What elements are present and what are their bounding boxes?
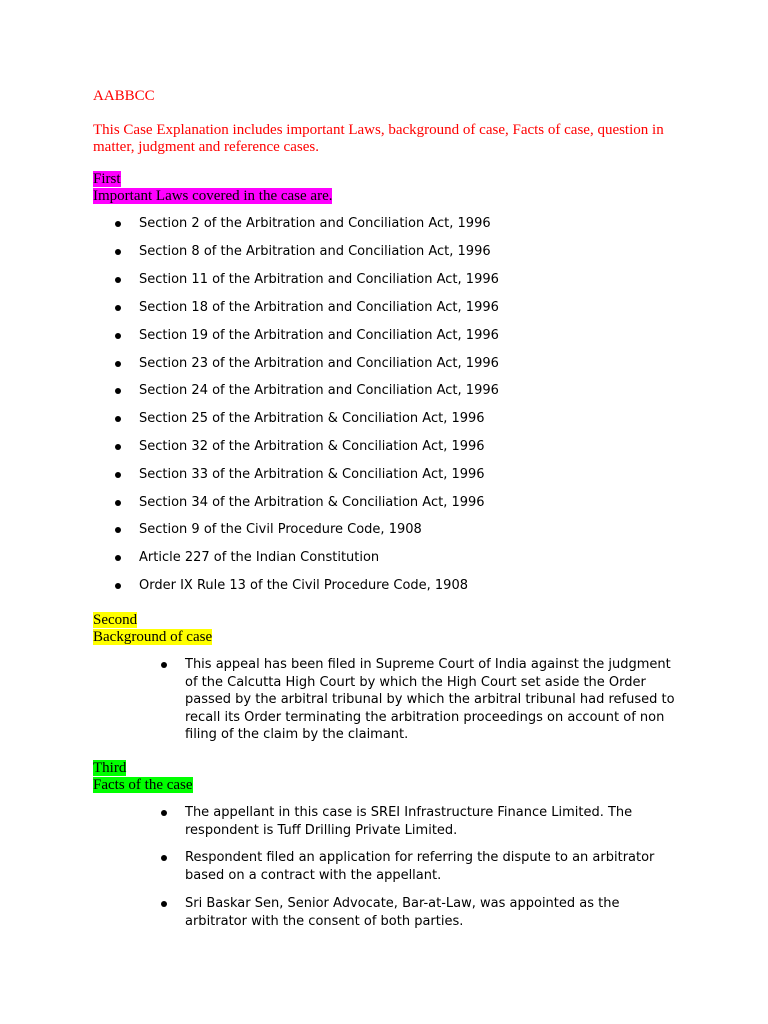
bullet-icon — [115, 305, 121, 311]
bullet-icon — [115, 500, 121, 506]
bullet-icon — [161, 662, 167, 668]
document-title: AABBCC — [93, 88, 155, 104]
bullet-icon — [115, 388, 121, 394]
section-second-heading — [93, 612, 212, 646]
section-first-label: First — [93, 171, 121, 187]
fact-paragraph: The appellant in this case is SREI Infrastructure Finance Limited. The respondent is Tuff Drilling Private Limited. — [185, 805, 633, 838]
fact-paragraph: Sri Baskar Sen, Senior Advocate, Bar-at-Law, was appointed as the arbitrator with the consent of both parties. — [185, 896, 620, 929]
bullet-icon — [115, 444, 121, 450]
section-third-title: Facts of the case — [93, 777, 193, 793]
intro-paragraph: This Case Explanation includes important Laws, background of case, Facts of case, question in matter, judgment and reference cases. — [93, 122, 664, 155]
document-page: AABBCC This Case Explanation includes important Laws, background of case, Facts of case, question in matter, judgment and reference cases. First Important Laws covered in the case are. Section 2 of the Arbitration and Conciliation Act, 1996 Section 8 of the Arbitration and Conciliation Act, 1996 Section 11 of the Arbitration and Conciliation Act, 1996 Section 18 of the Arbitration and Conciliation Act, 1996 Section 19 of the Arbitration and Conciliation Act, 1996 Section 23 of the Arbitration and Conciliation Act, 1996 Section 24 of the Arbitration and Conciliation Act, 1996 Section 25 of the Arbitration & Conciliation Act, 1996 Section 32 of the Arbitration & Conciliation Act, 1996 Section 33 of the Arbitration & Conciliation Act, 1996 Section 34 of the Arbitration & Conciliation Act, 1996 Section 9 of the Civil Procedure Code, 1908 Article 227 of the Indian Constitution Order IX Rule 13 of the Civil Procedure Code, 1908 Second Background of case This appeal has been filed in Supreme Court of India against the judgment of the Calcutta High Court by which the High Court set aside the Order passed by the arbitral tribunal by which the arbitral tribunal had refused to recall its Order terminating the arbitration proceedings on account of non filing of the claim by the claimant. Third Facts of the case The appellant in this case is SREI Infrastructure Finance Limited. The respondent is Tuff Drilling Private Limited. Respondent filed an application for referring the dispute to an arbitrator based on a contract with the appellant. Sri Baskar Sen, Senior Advocate, Bar-at-Law, was appointed as the arbitrator with the consent of both parties. — [0, 0, 768, 1024]
bullet-icon — [115, 333, 121, 339]
bullet-icon — [161, 810, 167, 816]
section-second-title: Background of case — [93, 629, 213, 645]
fact-paragraph: Respondent filed an application for referring the dispute to an arbitrator based on a contract with the appellant. — [185, 850, 655, 883]
bullet-icon — [161, 901, 167, 907]
section-third-label: Third — [93, 760, 127, 776]
bullet-icon — [115, 527, 121, 533]
bullet-icon — [115, 416, 121, 422]
bullet-icon — [161, 855, 167, 861]
bullet-icon — [115, 249, 121, 255]
bullet-icon — [115, 472, 121, 478]
bullet-icon — [115, 555, 121, 561]
bullet-icon — [115, 277, 121, 283]
section-third-heading — [93, 760, 193, 794]
section-second-label: Second — [93, 612, 138, 628]
section-first-title: Important Laws covered in the case are. — [93, 188, 333, 204]
bullet-icon — [115, 221, 121, 227]
bullet-icon — [115, 583, 121, 589]
background-paragraph: This appeal has been filed in Supreme Court of India against the judgment of the Calcutta High Court by which the High Court set aside the Order passed by the arbitral tribunal by which the arbitral tribunal had refused to recall its Order terminating the arbitration proceedings on account of non filing of the claim by the claimant. — [185, 657, 675, 742]
section-first-heading — [93, 171, 332, 205]
bullet-icon — [115, 361, 121, 367]
